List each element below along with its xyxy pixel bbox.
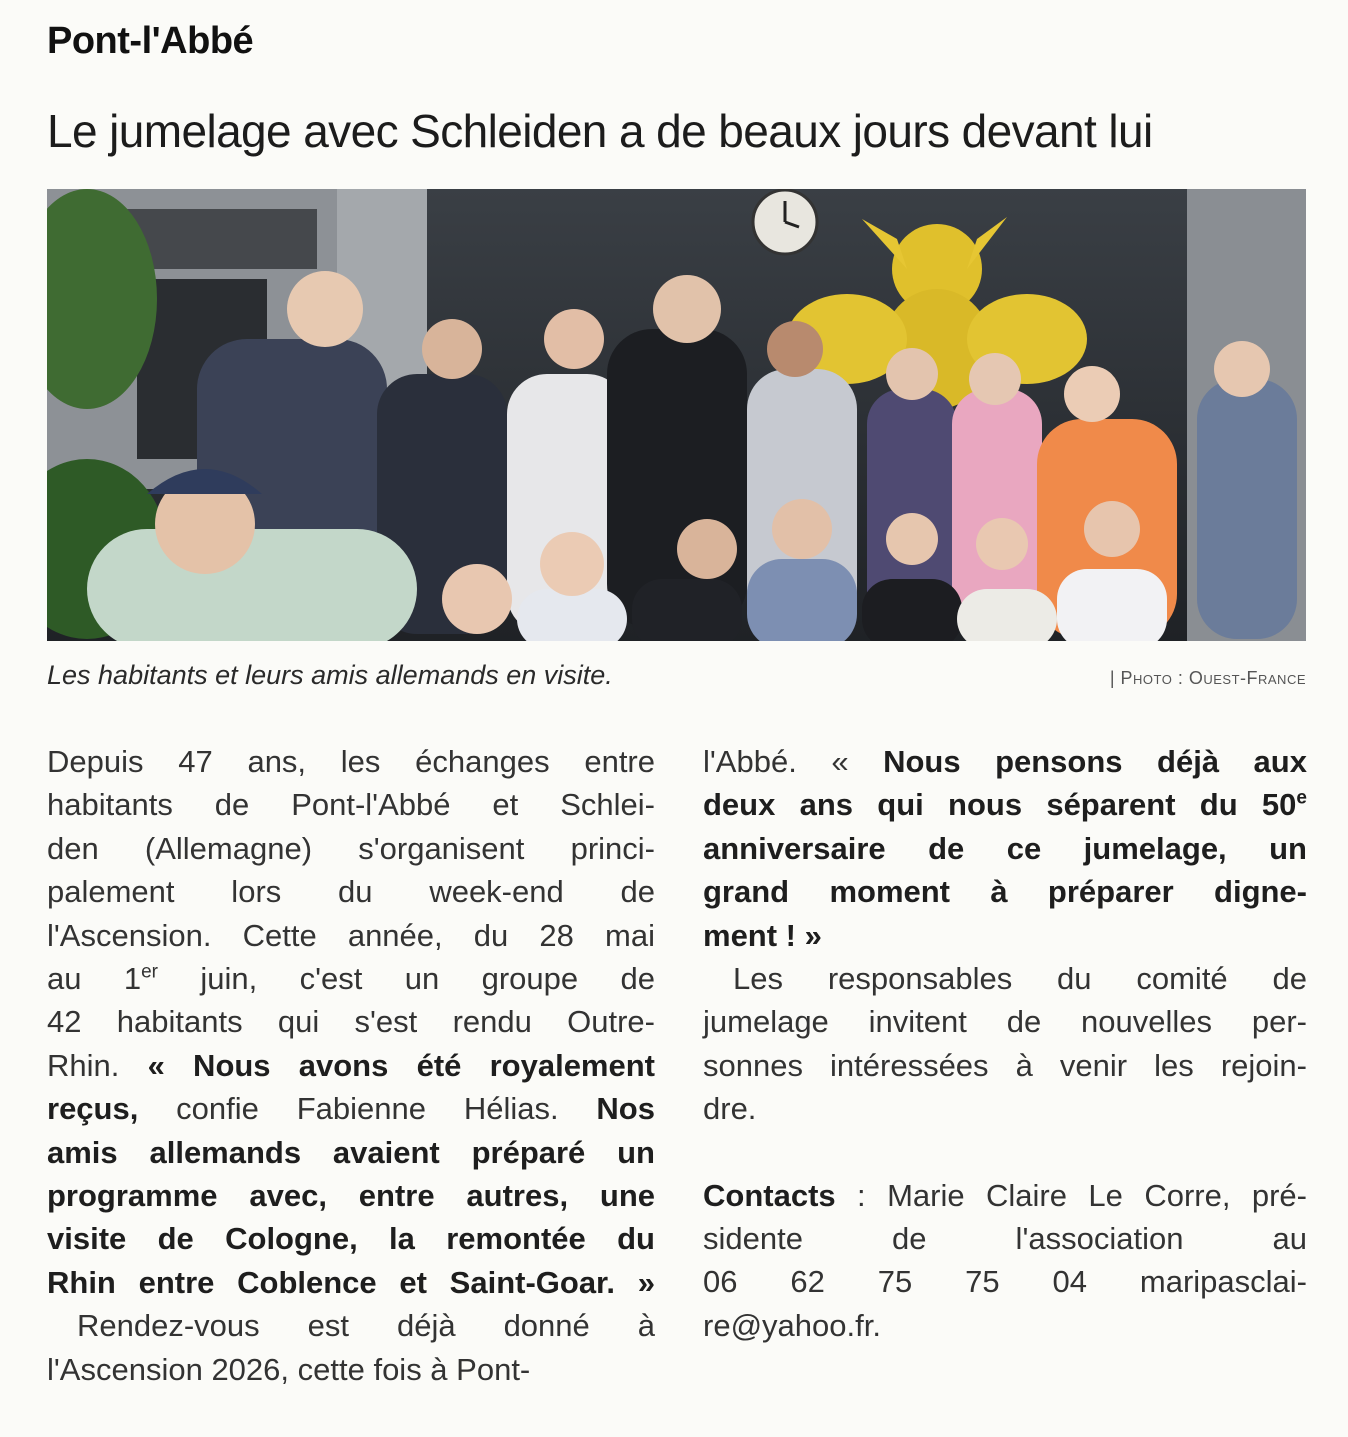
text-line — [47, 1044, 655, 1087]
quote-line: programme avec, entre autres, une — [47, 1178, 655, 1214]
text-line: l'Ascension. Cette année, du 28 mai — [47, 917, 655, 953]
article-headline: Le jumelage avec Schleiden a de beaux jours devant lui — [47, 105, 1153, 157]
superscript: er — [141, 961, 158, 983]
body-column-1 — [47, 740, 655, 1391]
text-line — [47, 957, 655, 1000]
text-line: Depuis 47 ans, les échanges entre — [47, 744, 655, 779]
text-line: jumelage invitent de nouvelles per- — [703, 1004, 1307, 1040]
text-line: Rendez-vous est déjà donné à — [77, 1308, 655, 1344]
text-fragment: au 1 — [47, 961, 142, 997]
text-line: habitants de Pont-l'Abbé et Schlei- — [47, 787, 655, 823]
quote-fragment: « Nous avons été royalement — [147, 1047, 655, 1083]
quote-line — [703, 783, 1307, 826]
contacts-label: Contacts — [703, 1177, 836, 1213]
group-photo — [47, 189, 1306, 641]
text-fragment: : Marie Claire Le Corre, pré- — [835, 1177, 1307, 1213]
text-line — [703, 740, 1307, 783]
text-line: sonnes intéressées à venir les rejoin- — [703, 1047, 1307, 1083]
text-line: 06 62 75 75 04 maripasclai- — [703, 1264, 1307, 1300]
text-line: 42 habitants qui s'est rendu Outre- — [47, 1004, 655, 1040]
text-fragment: juin, c'est un groupe de — [158, 961, 655, 997]
quote-line: visite de Cologne, la remontée du — [47, 1221, 655, 1257]
text-line: Les responsables du comité de — [733, 961, 1307, 997]
group-photo-illustration — [47, 189, 1306, 641]
text-line — [47, 1087, 655, 1130]
body-column-2 — [703, 740, 1307, 1347]
text-line: dre. — [703, 1091, 757, 1127]
quote-line: ment ! » — [703, 917, 822, 953]
paragraph-spacer — [703, 1131, 1307, 1174]
text-fragment: confie Fabienne Hélias. — [138, 1091, 597, 1127]
text-line — [703, 1174, 1307, 1217]
photo-credit: | Photo : Ouest-France — [1109, 668, 1306, 688]
quote-line: Rhin entre Coblence et Saint-Goar. » — [47, 1264, 655, 1300]
quote-line: anniversaire de ce jumelage, un — [703, 830, 1307, 866]
quote-fragment: Nos — [596, 1091, 655, 1127]
text-fragment: deux ans qui nous séparent du 50 — [703, 787, 1297, 823]
section-title: Pont-l'Abbé — [47, 20, 254, 62]
text-line: re@yahoo.fr. — [703, 1307, 881, 1343]
photo-caption: Les habitants et leurs amis allemands en visite. — [47, 660, 613, 690]
text-fragment: l'Abbé. « — [703, 744, 884, 779]
superscript: e — [1296, 788, 1307, 810]
text-line: palement lors du week-end de — [47, 874, 655, 910]
text-line: l'Ascension 2026, cette fois à Pont- — [47, 1351, 531, 1387]
quote-fragment: Nous pensons déjà aux — [883, 744, 1307, 779]
text-line: sidente de l'association au — [703, 1221, 1307, 1257]
text-line: den (Allemagne) s'organisent princi- — [47, 830, 655, 866]
quote-line: grand moment à préparer digne- — [703, 874, 1307, 910]
quote-line: amis allemands avaient préparé un — [47, 1134, 655, 1170]
text-fragment: Rhin. — [47, 1047, 148, 1083]
quote-fragment: reçus, — [47, 1091, 139, 1127]
